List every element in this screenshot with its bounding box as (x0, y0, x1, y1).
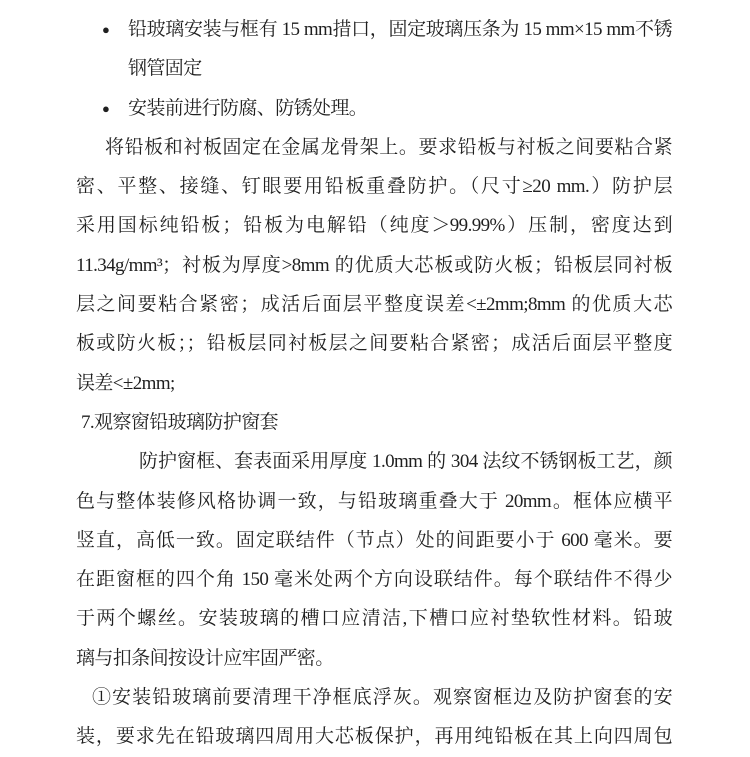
text-line: 采用国标纯铅板；铅板为电解铅（纯度＞99.99%）压制，密度达到 (76, 215, 672, 237)
text-line: 板或防火板；；铅板层同衬板层之间要粘合紧密；成活后面层平整度 (76, 333, 672, 355)
text-line: ● 铅玻璃安装与框有 15 mm措口，固定玻璃压条为 15 mm×15 mm不锈 (128, 10, 672, 49)
text-line: 7.观察窗铅玻璃防护窗套 (81, 411, 279, 433)
text-line: 密、平整、接缝、钉眼要用铅板重叠防护。（尺寸≥20 mm.）防护层 (76, 176, 672, 198)
text-line: 在距窗框的四个角 150 毫米处两个方向设联结件。每个联结件不得少 (76, 569, 672, 591)
text-line: 色与整体装修风格协调一致，与铅玻璃重叠大于 20mm。框体应横平 (76, 490, 672, 512)
section-heading (76, 403, 672, 442)
text-line: 于两个螺丝。安装玻璃的槽口应清洁,下槽口应衬垫软性材料。铅玻 (76, 608, 672, 630)
text-line: 层之间要粘合紧密；成活后面层平整度误差<±2mm;8mm 的优质大芯 (76, 294, 672, 316)
text-line: 璃与扣条间按设计应牢固严密。 (76, 647, 334, 669)
text-line: 防护窗框、套表面采用厚度 1.0mm 的 304 法纹不锈钢板工艺，颜 (139, 451, 672, 473)
bullet-icon: ● (102, 22, 110, 37)
bullet-item (76, 89, 672, 128)
text-line: 钢管固定 (128, 58, 202, 80)
text-line: 装，要求先在铅玻璃四周用大芯板保护，再用纯铅板在其上向四周包 (76, 726, 672, 748)
text-line: 11.34g/mm³；衬板为厚度>8mm 的优质大芯板或防火板；铅板层同衬板 (76, 254, 672, 276)
paragraph (76, 678, 672, 757)
paragraph (76, 442, 672, 678)
text-line: ①安装铅玻璃前要清理干净框底浮灰。观察窗框边及防护窗套的安 (92, 687, 672, 709)
bullet-item (76, 10, 672, 89)
text-line: 误差<±2mm; (76, 372, 175, 394)
text-line: 竖直，高低一致。固定联结件（节点）处的间距要小于 600 毫米。要 (76, 529, 672, 551)
text-line: ● 安装前进行防腐、防锈处理。 (128, 89, 672, 128)
paragraph (76, 128, 672, 403)
bullet-icon: ● (102, 100, 110, 116)
document-body (76, 10, 672, 757)
text-line: 将铅板和衬板固定在金属龙骨架上。要求铅板与衬板之间要粘合紧 (105, 136, 672, 158)
